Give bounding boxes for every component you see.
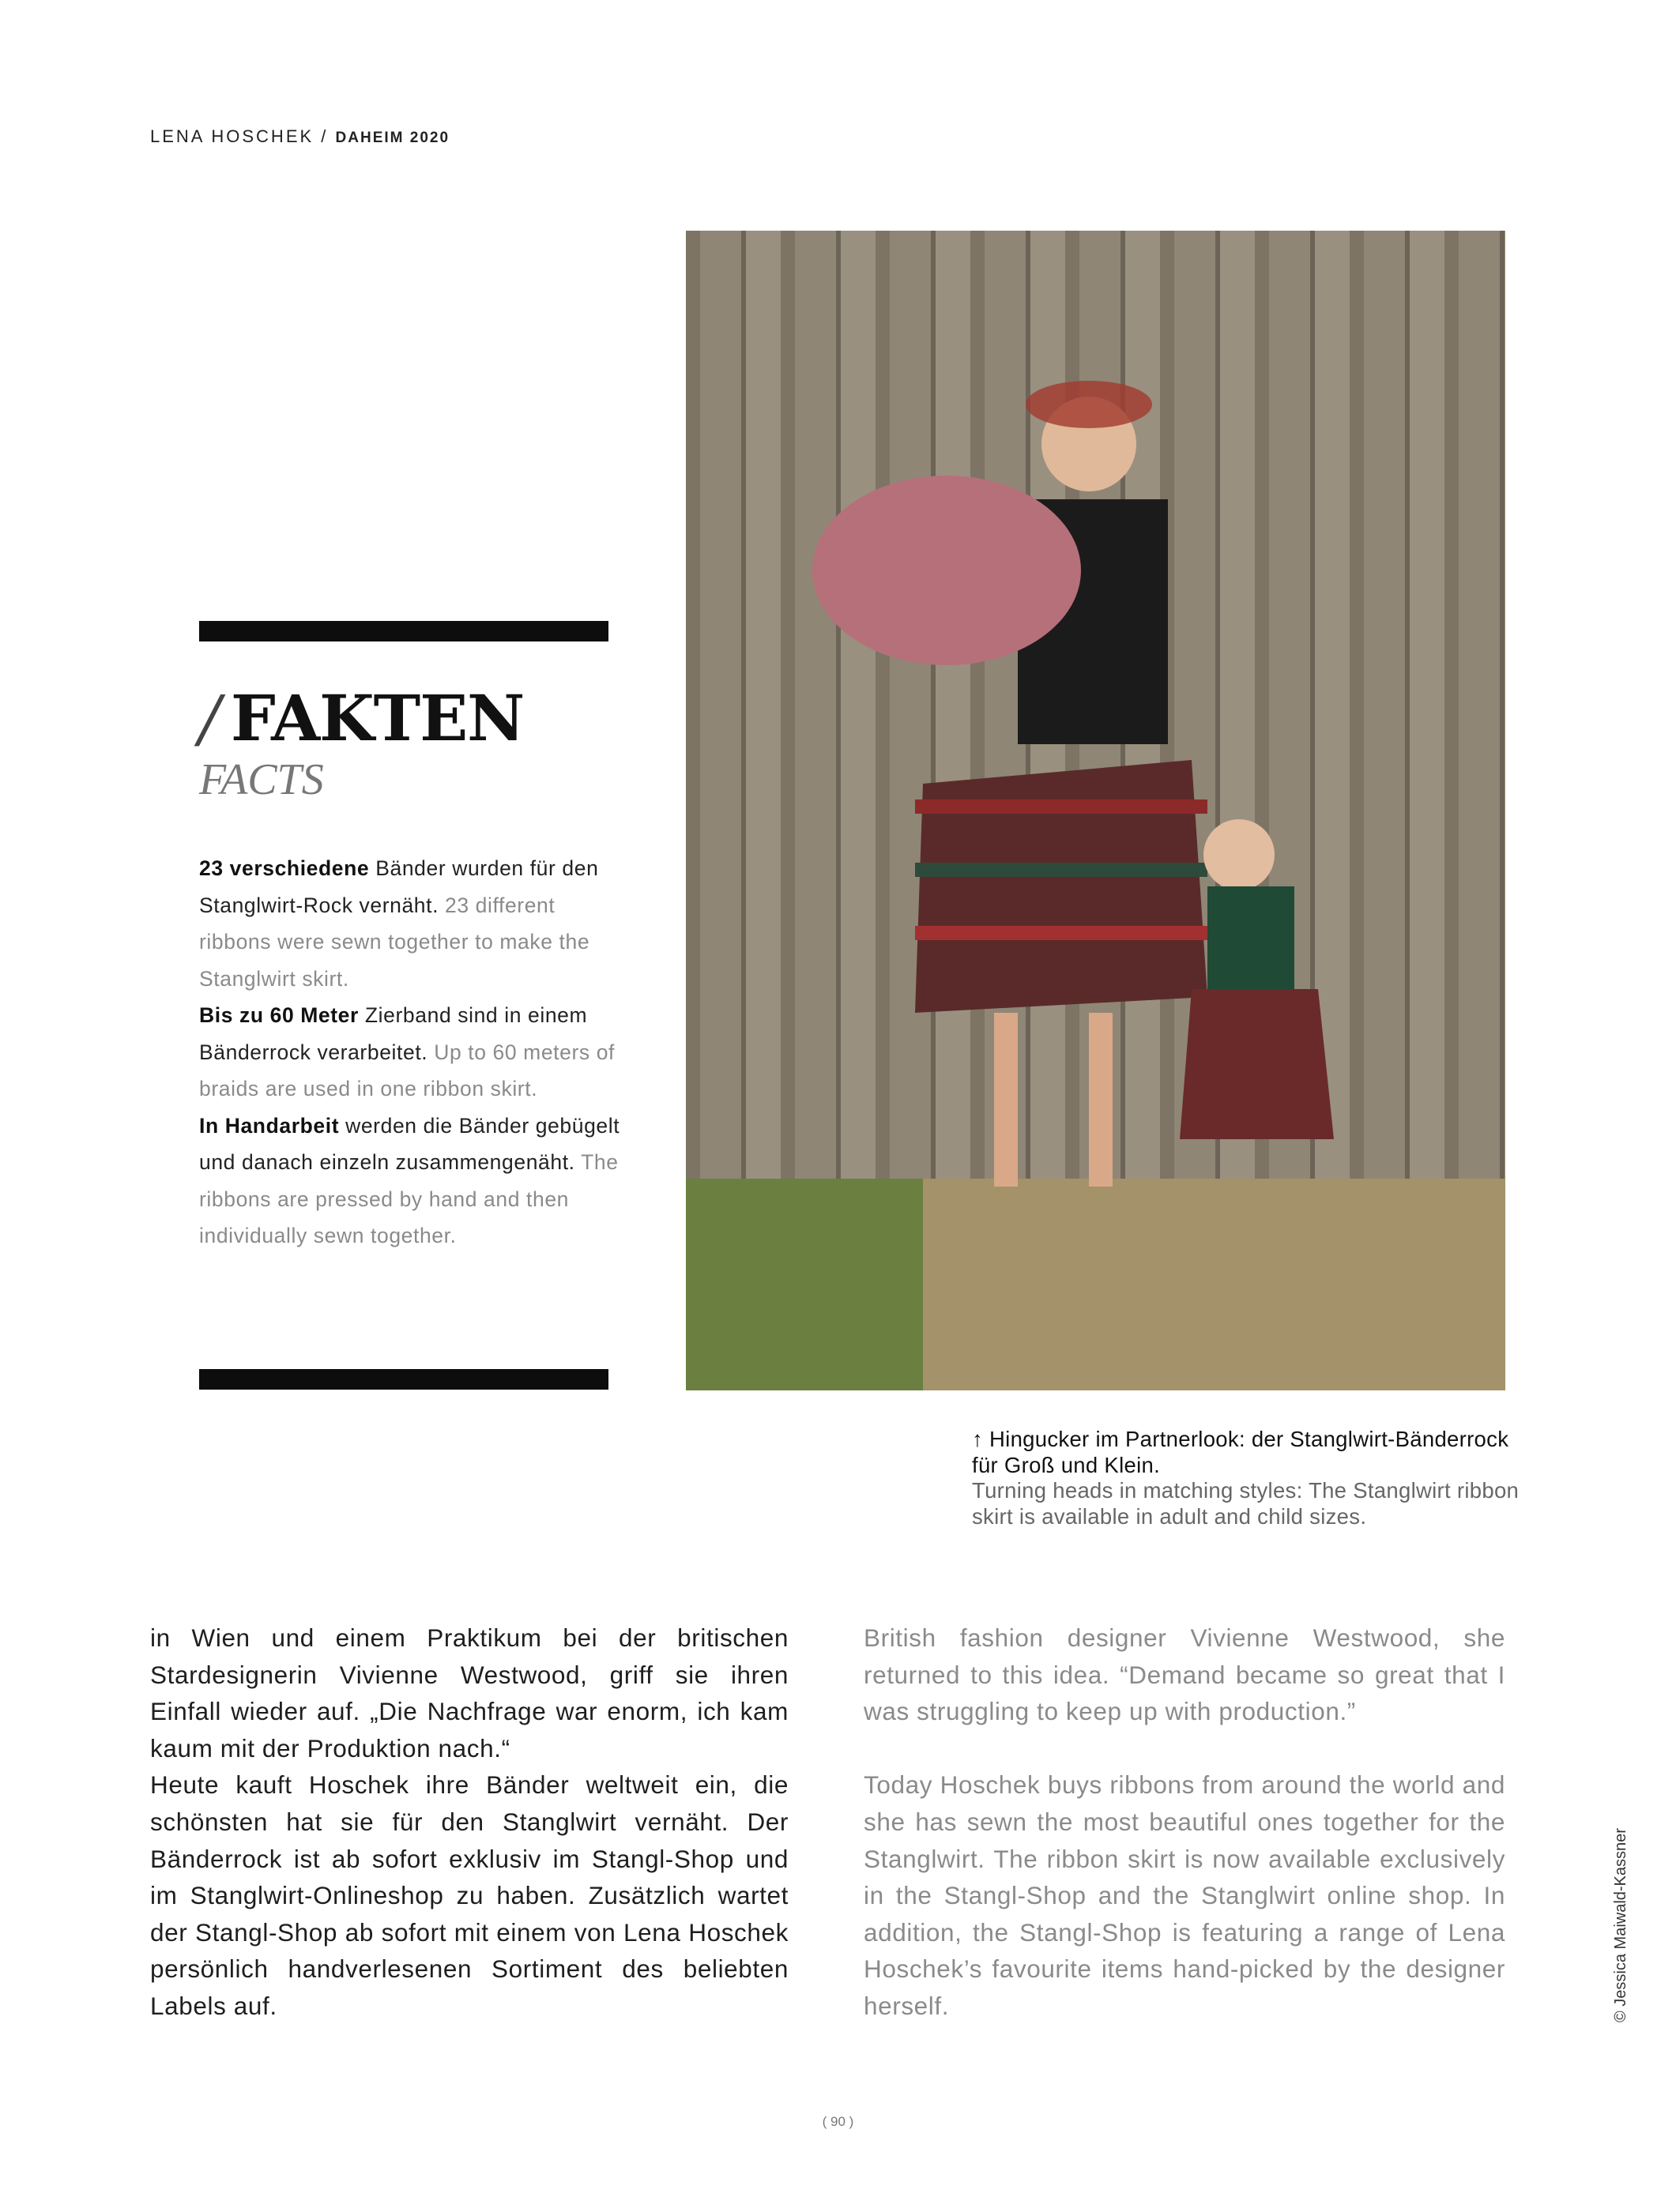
photo-caption bbox=[972, 1427, 1525, 1529]
photo-credit: © Jessica Maiwald-Kassner bbox=[1612, 1828, 1629, 2022]
caption-de-text: Hingucker im Partnerlook: der Stanglwirt-Bänderrock für Groß und Klein. bbox=[972, 1427, 1509, 1477]
caption-en: Turning heads in matching styles: The Stanglwirt ribbon skirt is available in adult and child sizes. bbox=[972, 1478, 1520, 1529]
fact-en: The ribbons are pressed by hand and then individually sewn together. bbox=[199, 1150, 619, 1247]
fact-item bbox=[199, 850, 626, 997]
fact-item bbox=[199, 1108, 626, 1255]
photo-illustration bbox=[686, 231, 1505, 1390]
facts-title bbox=[199, 681, 524, 755]
fact-de: Bänder wurden für den Stanglwirt-Rock vernäht. bbox=[199, 856, 599, 917]
fact-bold: Bis zu 60 Meter bbox=[199, 1003, 359, 1027]
paragraph: Today Hoschek buys ribbons from around the world and she has sewn the most beautiful ones together for the Stanglwirt. The ribbon skirt is now available exclusively in the Stangl-Shop and the Stanglwirt online shop. In addition, the Stangl-Shop is featuring a range of Lena Hoschek’s favourite items hand-picked by the designer herself. bbox=[864, 1770, 1505, 2020]
fact-de: Zierband sind in einem Bänderrock verarbeitet. bbox=[199, 1003, 588, 1064]
fact-en: Up to 60 meters of braids are used in one ribbon skirt. bbox=[199, 1040, 616, 1100]
paragraph: British fashion designer Vivienne Westwood, she returned to this idea. “Demand became so great that I was struggling to keep up with production.” bbox=[864, 1623, 1505, 1726]
fact-en: 23 different ribbons were sewn together to make the Stanglwirt skirt. bbox=[199, 893, 590, 991]
caption-de bbox=[972, 1427, 1525, 1478]
header-section: DAHEIM 2020 bbox=[335, 130, 450, 146]
facts-top-rule bbox=[199, 621, 608, 641]
header-separator: / bbox=[321, 126, 329, 146]
facts-bottom-rule bbox=[199, 1369, 608, 1390]
paragraph: Heute kauft Hoschek ihre Bänder weltweit ein, die schönsten hat sie für den Stanglwirt vernäht. Der Bänderrock ist ab sofort exklusiv im Stangl-Shop und im Stanglwirt-Onlineshop zu haben. Zusätzlich wartet der Stangl-Shop ab sofort mit einem von Lena Hoschek persönlich handverlesenen Sortiment des beliebten Labels auf. bbox=[150, 1770, 789, 2020]
running-header bbox=[150, 126, 450, 147]
fact-de: werden die Bänder gebügelt und danach einzeln zusammengenäht. bbox=[199, 1113, 620, 1174]
page-number: ( 90 ) bbox=[822, 2114, 854, 2129]
facts-subtitle: FACTS bbox=[199, 755, 324, 804]
photo-mother-daughter-ribbon-skirts bbox=[686, 231, 1505, 1390]
body-column-german bbox=[150, 1620, 789, 2025]
body-column-english bbox=[864, 1620, 1505, 2025]
header-author: LENA HOSCHEK bbox=[150, 126, 314, 146]
title-slash: / bbox=[199, 682, 220, 755]
facts-list bbox=[199, 850, 626, 1255]
title-text: FAKTEN bbox=[230, 681, 525, 755]
fact-bold: In Handarbeit bbox=[199, 1113, 340, 1138]
arrow-up-icon: ↑ bbox=[972, 1427, 984, 1451]
fact-bold: 23 verschiedene bbox=[199, 856, 370, 880]
paragraph: in Wien und einem Praktikum bei der britischen Stardesignerin Vivienne Westwood, griff sie ihren Einfall wieder auf. „Die Nachfrage war enorm, ich kam kaum mit der Produktion nach.“ bbox=[150, 1623, 789, 1762]
fact-item bbox=[199, 997, 626, 1108]
